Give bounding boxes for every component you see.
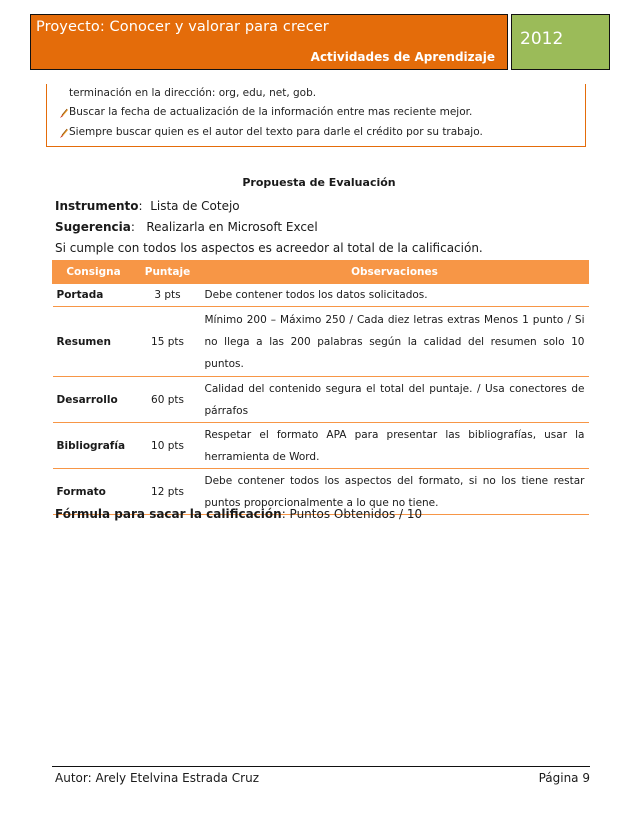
section-subtitle: Actividades de Aprendizaje [310,50,495,64]
row-puntaje: 3 pts [135,284,201,307]
evaluation-table [52,260,589,515]
page-number: Página 9 [538,771,590,785]
row-observaciones: Respetar el formato APA para presentar las bibliografías, usar la herramienta de Word. [201,423,589,469]
header-banner [30,14,508,70]
bullet-box [46,84,586,147]
table-header-row [53,261,589,284]
row-consigna: Portada [53,284,135,307]
grading-note: Si cumple con todos los aspectos es acreedor al total de la calificación. [55,241,483,255]
list-continuation: terminación en la dirección: org, edu, net, gob. [69,87,317,99]
table-row [53,423,589,469]
formula-line: Fórmula para sacar la calificación: Puntos Obtenidos / 10 [55,507,423,521]
row-observaciones: Debe contener todos los aspectos del formato, si no los tiene restar puntos proporcionalmente a lo que no tiene. [201,469,589,515]
row-puntaje: 12 pts [135,469,201,515]
pencil-bullet-icon [59,108,69,119]
year-badge [511,14,610,70]
column-header-consigna: Consigna [53,261,135,284]
project-title: Proyecto: Conocer y valorar para crecer [36,19,329,35]
row-observaciones: Debe contener todos los datos solicitados. [201,284,589,307]
pencil-bullet-icon [59,128,69,139]
suggestion-label: Sugerencia [55,220,131,234]
column-header-observaciones: Observaciones [201,261,589,284]
row-observaciones: Mínimo 200 – Máximo 250 / Cada diez letras extras Menos 1 punto / Si no llega a las 200 palabras según la calidad del resumen solo 10 puntos. [201,307,589,377]
table-row [53,284,589,307]
row-consigna: Formato [53,469,135,515]
instrument-value: Lista de Cotejo [150,199,240,213]
footer-divider [52,766,590,767]
row-puntaje: 10 pts [135,423,201,469]
instrument-line: Instrumento: Lista de Cotejo [55,199,240,213]
table-row [53,377,589,423]
footer-author: Autor: Arely Etelvina Estrada Cruz [55,771,259,785]
row-puntaje: 60 pts [135,377,201,423]
formula-value: Puntos Obtenidos / 10 [289,507,423,521]
table-row [53,307,589,377]
year-label: 2012 [520,29,564,49]
section-title: Propuesta de Evaluación [242,176,396,189]
row-consigna: Desarrollo [53,377,135,423]
row-consigna: Resumen [53,307,135,377]
suggestion-value: Realizarla en Microsoft Excel [146,220,318,234]
instrument-label: Instrumento [55,199,139,213]
suggestion-line: Sugerencia: Realizarla en Microsoft Excel [55,220,318,234]
row-observaciones: Calidad del contenido segura el total del puntaje. / Usa conectores de párrafos [201,377,589,423]
row-consigna: Bibliografía [53,423,135,469]
list-item: Buscar la fecha de actualización de la información entre mas reciente mejor. [69,106,473,118]
column-header-puntaje: Puntaje [135,261,201,284]
row-puntaje: 15 pts [135,307,201,377]
list-item: Siempre buscar quien es el autor del texto para darle el crédito por su trabajo. [69,126,483,138]
formula-label: Fórmula para sacar la calificación [55,507,282,521]
